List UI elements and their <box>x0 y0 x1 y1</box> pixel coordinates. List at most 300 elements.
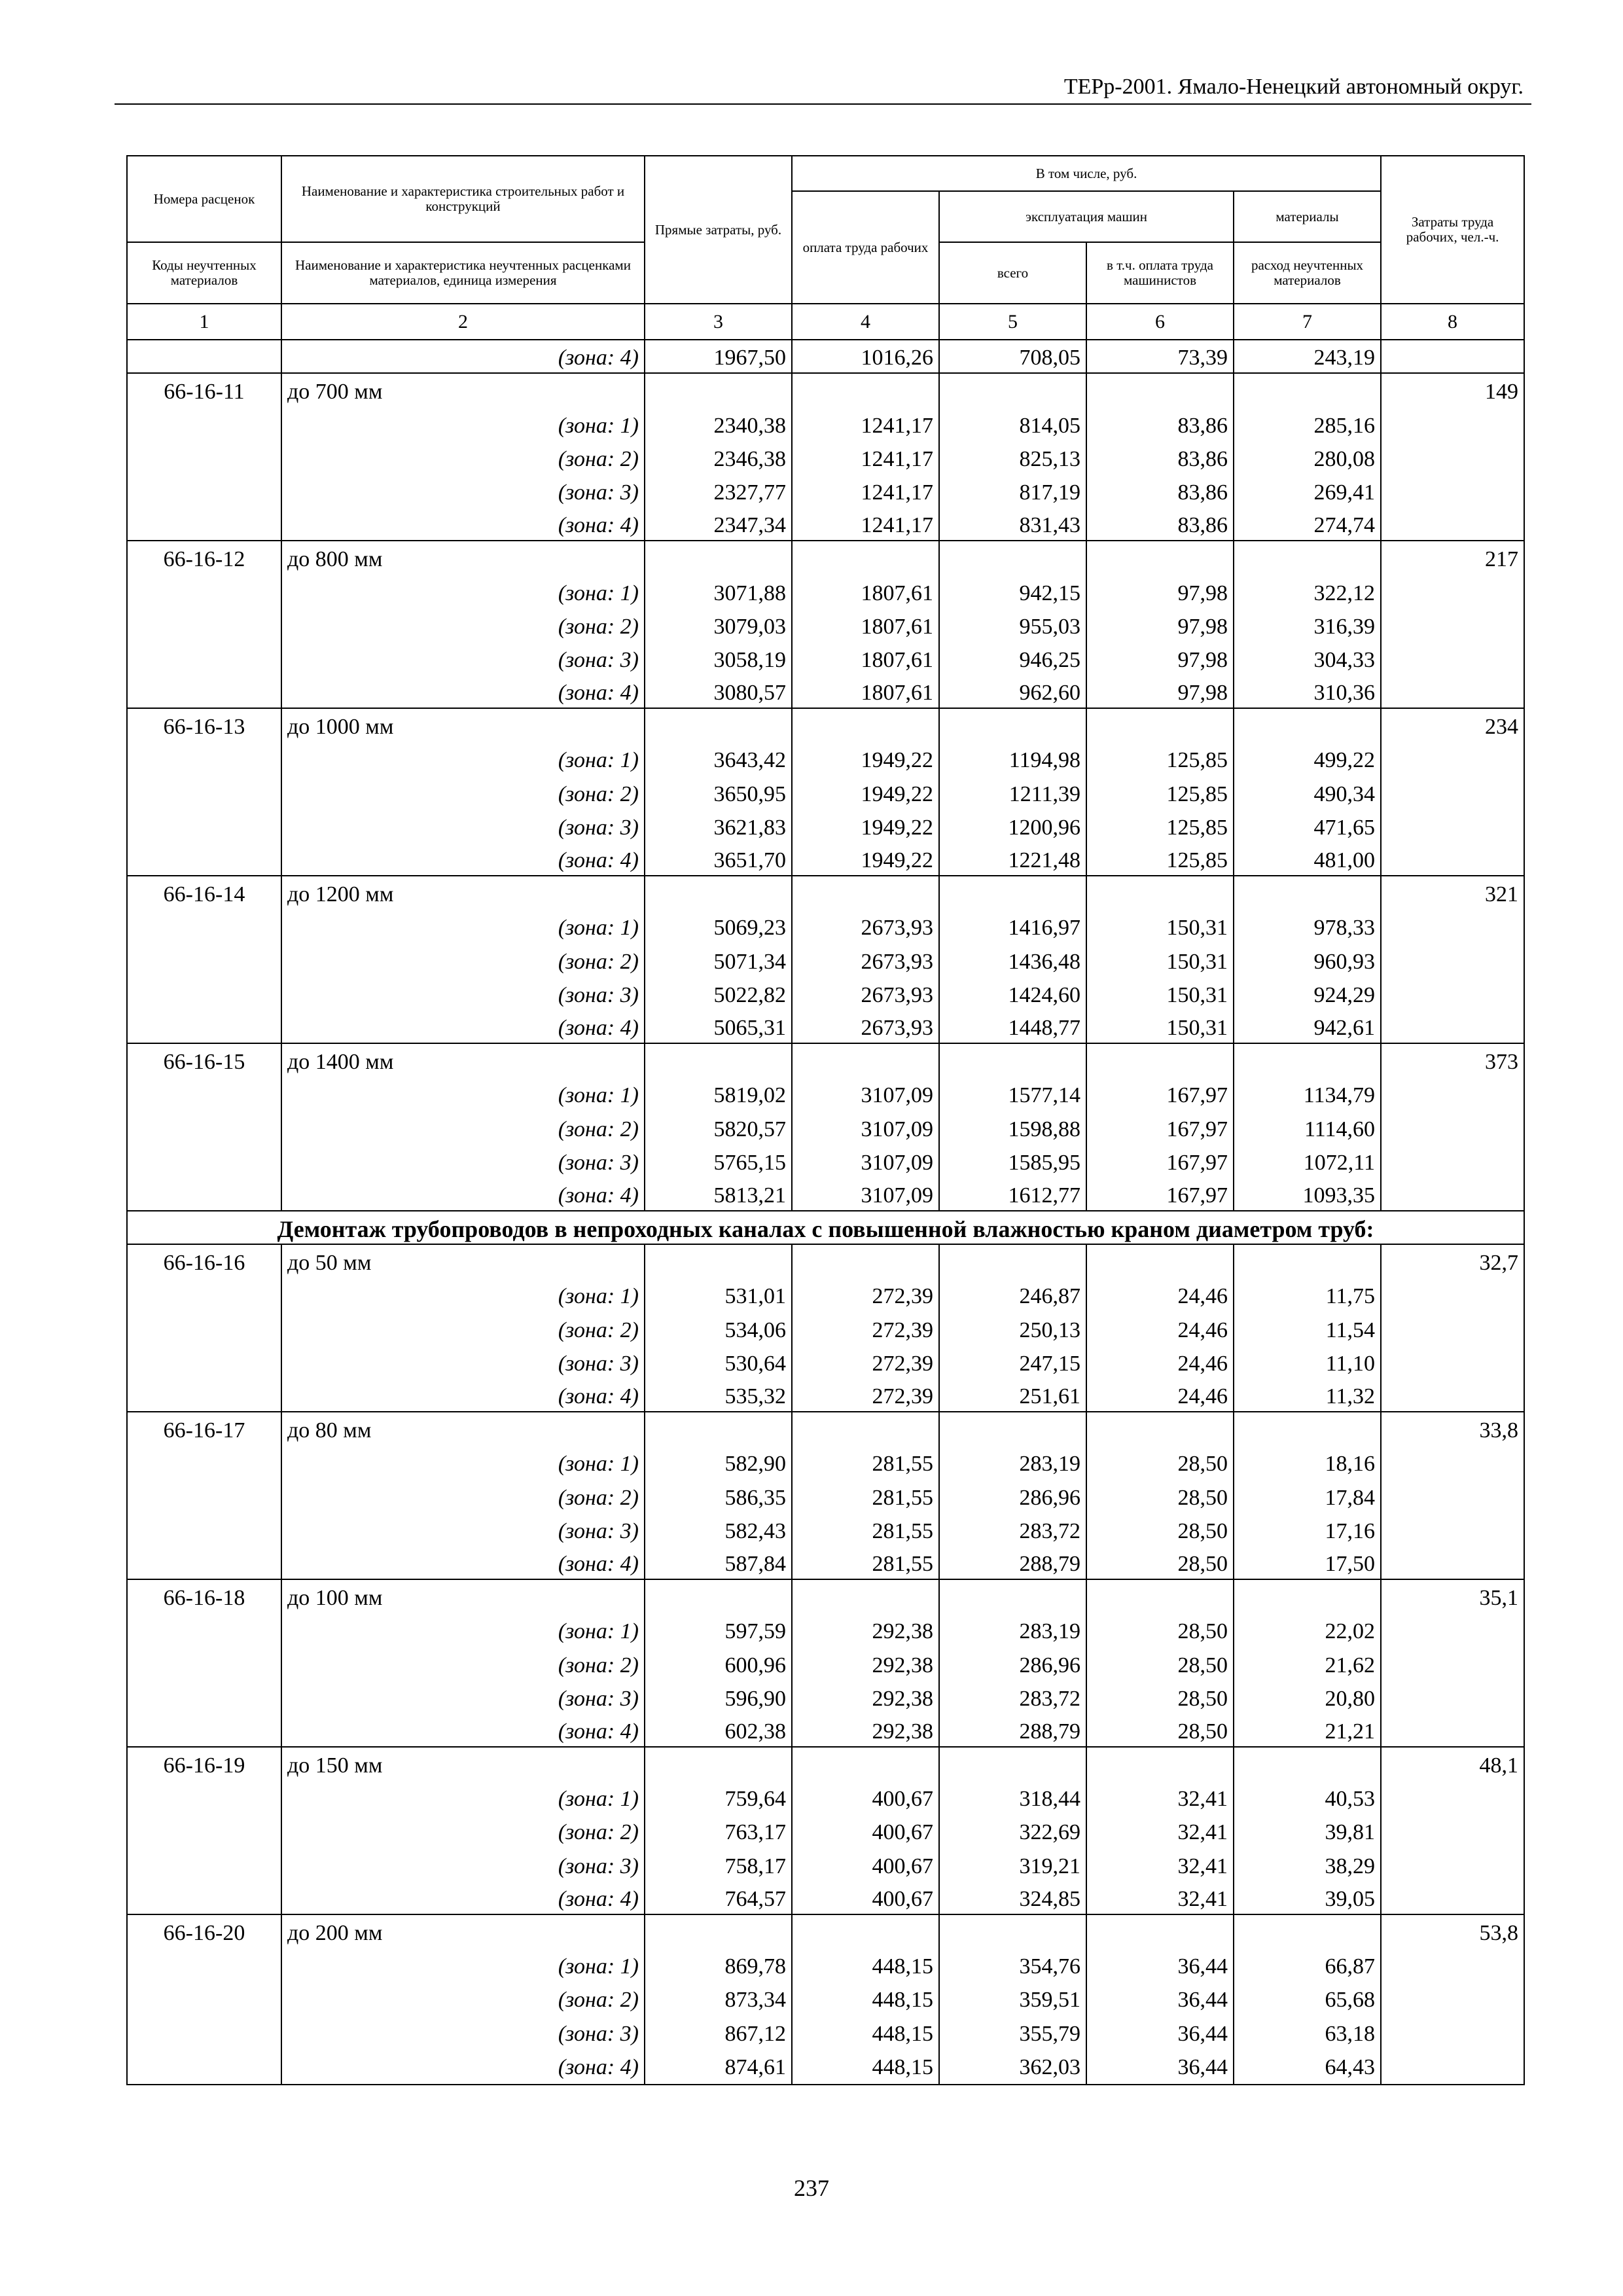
operators-wages: 24,46 <box>1086 1345 1234 1378</box>
direct-costs: 535,32 <box>645 1378 792 1412</box>
empty-cell <box>645 876 792 909</box>
workers-wages: 448,15 <box>792 2049 939 2082</box>
empty-cell <box>1381 1144 1524 1177</box>
machines-total: 942,15 <box>939 574 1086 607</box>
rate-code: 66-16-20 <box>127 1914 281 1948</box>
materials-consumption: 1093,35 <box>1234 1177 1381 1211</box>
zone-label: (зона: 4) <box>281 1881 645 1914</box>
rate-code: 66-16-14 <box>127 876 281 909</box>
operators-wages: 24,46 <box>1086 1311 1234 1344</box>
zone-label: (зона: 3) <box>281 1847 645 1880</box>
empty-cell <box>1381 2015 1524 2048</box>
operators-wages: 125,85 <box>1086 742 1234 775</box>
header-material-consumption: расход неучтенных материалов <box>1234 242 1381 304</box>
zone-label: (зона: 2) <box>281 608 645 641</box>
rate-row <box>127 373 1524 406</box>
workers-wages: 292,38 <box>792 1680 939 1713</box>
zone-row <box>127 2049 1524 2082</box>
empty-cell <box>1381 440 1524 474</box>
zone-label: (зона: 3) <box>281 2015 645 2048</box>
empty-cell <box>1381 675 1524 708</box>
empty-cell <box>1234 876 1381 909</box>
empty-cell <box>1234 2082 1381 2085</box>
rate-row <box>127 1579 1524 1613</box>
operators-wages: 32,41 <box>1086 1814 1234 1847</box>
empty-cell <box>645 1043 792 1077</box>
machines-total: 1585,95 <box>939 1144 1086 1177</box>
machines-total: 1612,77 <box>939 1177 1086 1211</box>
empty-cell <box>792 541 939 574</box>
workers-wages: 272,39 <box>792 1278 939 1311</box>
zone-row <box>127 842 1524 876</box>
empty-cell <box>939 708 1086 742</box>
direct-costs: 534,06 <box>645 1311 792 1344</box>
empty-cell <box>1381 1680 1524 1713</box>
machines-total: 1194,98 <box>939 742 1086 775</box>
rate-code: 66-16-11 <box>127 373 281 406</box>
materials-consumption: 21,62 <box>1234 1646 1381 1679</box>
materials-consumption: 316,39 <box>1234 608 1381 641</box>
zone-row <box>127 440 1524 474</box>
materials-consumption: 11,32 <box>1234 1378 1381 1412</box>
empty-cell <box>939 541 1086 574</box>
header-material-name: Наименование и характеристика неучтенных расценками материалов, единица измерения <box>281 242 645 304</box>
direct-costs: 3650,95 <box>645 775 792 808</box>
machines-total: 825,13 <box>939 440 1086 474</box>
operators-wages: 28,50 <box>1086 1546 1234 1579</box>
rate-row <box>127 708 1524 742</box>
operators-wages: 167,97 <box>1086 1077 1234 1110</box>
empty-cell <box>1381 340 1524 373</box>
workers-wages: 3107,09 <box>792 1077 939 1110</box>
rate-name: до 80 мм <box>281 1412 645 1445</box>
machines-total: 283,19 <box>939 1445 1086 1479</box>
workers-wages: 292,38 <box>792 1613 939 1646</box>
direct-costs: 587,84 <box>645 1546 792 1579</box>
workers-wages: 1241,17 <box>792 474 939 507</box>
empty-cell <box>1086 1043 1234 1077</box>
operators-wages: 150,31 <box>1086 909 1234 942</box>
operators-wages: 36,44 <box>1086 1948 1234 1981</box>
empty-cell <box>1086 373 1234 406</box>
workers-wages: 2673,93 <box>792 909 939 942</box>
empty-cell <box>1086 708 1234 742</box>
operators-wages: 28,50 <box>1086 1479 1234 1512</box>
header-materials: материалы <box>1234 191 1381 242</box>
operators-wages: 28,50 <box>1086 1613 1234 1646</box>
zone-label: (зона: 2) <box>281 440 645 474</box>
empty-cell <box>127 1513 281 1546</box>
zone-row <box>127 1780 1524 1814</box>
empty-cell <box>1381 1948 1524 1981</box>
empty-cell <box>127 1981 281 2015</box>
empty-cell <box>127 406 281 440</box>
zone-row <box>127 1077 1524 1110</box>
labor-costs: 33,8 <box>1381 1412 1524 1445</box>
empty-cell <box>127 2015 281 2048</box>
empty-cell <box>792 2082 939 2085</box>
empty-cell <box>127 1144 281 1177</box>
zone-label: (зона: 1) <box>281 574 645 607</box>
workers-wages: 448,15 <box>792 1948 939 1981</box>
workers-wages: 2673,93 <box>792 1010 939 1043</box>
header-machines-total: всего <box>939 242 1086 304</box>
zone-label: (зона: 2) <box>281 1646 645 1679</box>
materials-consumption: 39,81 <box>1234 1814 1381 1847</box>
empty-cell <box>792 1747 939 1780</box>
direct-costs: 3058,19 <box>645 641 792 675</box>
zone-label: (зона: 3) <box>281 474 645 507</box>
empty-cell <box>127 2049 281 2082</box>
empty-cell <box>127 474 281 507</box>
workers-wages: 281,55 <box>792 1546 939 1579</box>
operators-wages: 73,39 <box>1086 340 1234 373</box>
empty-cell <box>1381 842 1524 876</box>
machines-total: 946,25 <box>939 641 1086 675</box>
rate-name: до 800 мм <box>281 541 645 574</box>
operators-wages: 125,85 <box>1086 809 1234 842</box>
machines-total: 1448,77 <box>939 1010 1086 1043</box>
workers-wages: 400,67 <box>792 1780 939 1814</box>
page-number: 237 <box>794 2175 829 2201</box>
direct-costs: 582,43 <box>645 1513 792 1546</box>
column-number: 1 <box>127 304 281 340</box>
rate-code: 66-16-15 <box>127 1043 281 1077</box>
zone-row <box>127 809 1524 842</box>
empty-cell <box>1086 2082 1234 2085</box>
zone-row <box>127 942 1524 976</box>
rate-name: до 200 мм <box>281 1914 645 1948</box>
empty-cell <box>792 1579 939 1613</box>
empty-cell <box>645 373 792 406</box>
direct-costs: 597,59 <box>645 1613 792 1646</box>
operators-wages: 97,98 <box>1086 574 1234 607</box>
empty-cell <box>1381 1546 1524 1579</box>
empty-cell <box>1381 1479 1524 1512</box>
zone-label: (зона: 1) <box>281 742 645 775</box>
zone-label: (зона: 4) <box>281 340 645 373</box>
empty-cell <box>1381 1513 1524 1546</box>
operators-wages: 32,41 <box>1086 1881 1234 1914</box>
machines-total: 1577,14 <box>939 1077 1086 1110</box>
machines-total: 286,96 <box>939 1479 1086 1512</box>
rate-row <box>127 1244 1524 1278</box>
materials-consumption: 924,29 <box>1234 977 1381 1010</box>
zone-label: (зона: 2) <box>281 1479 645 1512</box>
zone-row <box>127 1546 1524 1579</box>
machines-total: 831,43 <box>939 507 1086 541</box>
empty-cell <box>1086 876 1234 909</box>
operators-wages: 36,44 <box>1086 2015 1234 2048</box>
machines-total: 817,19 <box>939 474 1086 507</box>
materials-consumption: 499,22 <box>1234 742 1381 775</box>
direct-costs: 3651,70 <box>645 842 792 876</box>
empty-cell <box>127 608 281 641</box>
workers-wages: 1807,61 <box>792 641 939 675</box>
operators-wages: 83,86 <box>1086 440 1234 474</box>
direct-costs: 874,61 <box>645 2049 792 2082</box>
empty-cell <box>127 507 281 541</box>
empty-cell <box>1234 1244 1381 1278</box>
machines-total: 246,87 <box>939 1278 1086 1311</box>
operators-wages: 32,41 <box>1086 1780 1234 1814</box>
empty-cell <box>127 775 281 808</box>
empty-cell <box>939 876 1086 909</box>
empty-cell <box>127 1881 281 1914</box>
empty-cell <box>1381 2082 1524 2085</box>
workers-wages: 1241,17 <box>792 440 939 474</box>
zone-label: (зона: 1) <box>281 406 645 440</box>
empty-cell <box>127 641 281 675</box>
operators-wages: 167,97 <box>1086 1110 1234 1143</box>
operators-wages: 24,46 <box>1086 1378 1234 1412</box>
rate-row <box>127 1914 1524 1948</box>
workers-wages: 1949,22 <box>792 842 939 876</box>
machines-total: 1211,39 <box>939 775 1086 808</box>
column-number: 7 <box>1234 304 1381 340</box>
page-header <box>115 71 1531 105</box>
materials-consumption: 471,65 <box>1234 809 1381 842</box>
direct-costs: 5819,02 <box>645 1077 792 1110</box>
empty-cell <box>127 340 281 373</box>
zone-row <box>127 1445 1524 1479</box>
empty-cell <box>1381 1646 1524 1679</box>
zone-row <box>127 1144 1524 1177</box>
materials-consumption: 1072,11 <box>1234 1144 1381 1177</box>
machines-total: 955,03 <box>939 608 1086 641</box>
workers-wages: 281,55 <box>792 1513 939 1546</box>
zone-row <box>127 1881 1524 1914</box>
empty-cell <box>1086 1914 1234 1948</box>
empty-cell <box>1381 1613 1524 1646</box>
zone-row <box>127 742 1524 775</box>
empty-cell <box>1234 373 1381 406</box>
machines-total: 359,51 <box>939 1981 1086 2015</box>
empty-cell <box>645 1579 792 1613</box>
direct-costs: 3079,03 <box>645 608 792 641</box>
empty-cell <box>1381 1814 1524 1847</box>
empty-cell <box>1381 742 1524 775</box>
zone-label: (зона: 4) <box>281 675 645 708</box>
column-number: 2 <box>281 304 645 340</box>
zone-label: (зона: 4) <box>281 1177 645 1211</box>
operators-wages: 167,97 <box>1086 1177 1234 1211</box>
empty-cell <box>1234 1914 1381 1948</box>
empty-cell <box>127 1713 281 1747</box>
materials-consumption: 21,21 <box>1234 1713 1381 1747</box>
rate-name: до 1400 мм <box>281 1043 645 1077</box>
workers-wages: 2673,93 <box>792 977 939 1010</box>
workers-wages: 1949,22 <box>792 809 939 842</box>
column-number: 4 <box>792 304 939 340</box>
rates-table <box>126 155 1525 2085</box>
zone-row <box>127 1814 1524 1847</box>
zone-label: (зона: 3) <box>281 977 645 1010</box>
operators-wages: 97,98 <box>1086 641 1234 675</box>
empty-cell <box>1381 1110 1524 1143</box>
empty-cell <box>127 1378 281 1412</box>
direct-costs: 5071,34 <box>645 942 792 976</box>
zone-label: (зона: 1) <box>281 1948 645 1981</box>
empty-cell <box>127 1680 281 1713</box>
operators-wages: 97,98 <box>1086 675 1234 708</box>
operators-wages: 150,31 <box>1086 977 1234 1010</box>
direct-costs: 531,01 <box>645 1278 792 1311</box>
header-material-codes: Коды неучтенных материалов <box>127 242 281 304</box>
materials-consumption: 280,08 <box>1234 440 1381 474</box>
zone-label: (зона: 2) <box>281 1981 645 2015</box>
rate-row <box>127 1747 1524 1780</box>
zone-row <box>127 406 1524 440</box>
operators-wages: 150,31 <box>1086 1010 1234 1043</box>
direct-costs: 867,12 <box>645 2015 792 2048</box>
machines-total: 708,05 <box>939 340 1086 373</box>
zone-row <box>127 1110 1524 1143</box>
zone-label: (зона: 4) <box>281 842 645 876</box>
rate-code: 66-16-19 <box>127 1747 281 1780</box>
header-rate-number: Номера расценок <box>127 156 281 242</box>
section-title-row <box>127 1211 1524 1244</box>
empty-cell <box>127 1814 281 1847</box>
empty-cell <box>127 440 281 474</box>
empty-cell <box>127 942 281 976</box>
zone-label: (зона: 4) <box>281 507 645 541</box>
direct-costs: 5765,15 <box>645 1144 792 1177</box>
workers-wages: 1807,61 <box>792 574 939 607</box>
materials-consumption: 17,16 <box>1234 1513 1381 1546</box>
machines-total: 1416,97 <box>939 909 1086 942</box>
zone-row <box>127 474 1524 507</box>
zone-row <box>127 1177 1524 1211</box>
empty-cell <box>645 1412 792 1445</box>
zone-row <box>127 1847 1524 1880</box>
workers-wages: 400,67 <box>792 1847 939 1880</box>
zone-row <box>127 608 1524 641</box>
direct-costs: 3643,42 <box>645 742 792 775</box>
operators-wages: 97,98 <box>1086 608 1234 641</box>
empty-cell <box>127 2082 281 2085</box>
operators-wages: 28,50 <box>1086 1513 1234 1546</box>
empty-cell <box>1381 2049 1524 2082</box>
materials-consumption: 66,87 <box>1234 1948 1381 1981</box>
machines-total: 283,72 <box>939 1680 1086 1713</box>
empty-cell <box>1381 406 1524 440</box>
zone-row <box>127 1646 1524 1679</box>
operators-wages: 83,86 <box>1086 474 1234 507</box>
empty-cell <box>792 1244 939 1278</box>
machines-total: 288,79 <box>939 1713 1086 1747</box>
workers-wages: 3107,09 <box>792 1144 939 1177</box>
zone-label: (зона: 3) <box>281 641 645 675</box>
zone-row <box>127 1278 1524 1311</box>
direct-costs: 5069,23 <box>645 909 792 942</box>
empty-cell <box>127 1278 281 1311</box>
workers-wages: 292,38 <box>792 1713 939 1747</box>
empty-cell <box>1381 474 1524 507</box>
zone-label: (зона: 2) <box>281 775 645 808</box>
header-wages: оплата труда рабочих <box>792 191 939 304</box>
zone-row <box>127 1948 1524 1981</box>
workers-wages: 1807,61 <box>792 675 939 708</box>
empty-cell <box>939 373 1086 406</box>
operators-wages: 24,46 <box>1086 1278 1234 1311</box>
zone-label: (зона: 4) <box>281 1546 645 1579</box>
machines-total: 250,13 <box>939 1311 1086 1344</box>
direct-costs: 530,64 <box>645 1345 792 1378</box>
zone-label: (зона: 2) <box>281 1110 645 1143</box>
materials-consumption: 18,16 <box>1234 1445 1381 1479</box>
empty-cell <box>127 742 281 775</box>
empty-cell <box>281 2082 645 2085</box>
machines-total: 318,44 <box>939 1780 1086 1814</box>
workers-wages: 1949,22 <box>792 775 939 808</box>
zone-label: (зона: 1) <box>281 1077 645 1110</box>
zone-row <box>127 1345 1524 1378</box>
materials-consumption: 20,80 <box>1234 1680 1381 1713</box>
rate-row <box>127 876 1524 909</box>
column-numbers <box>127 304 1524 340</box>
machines-total: 322,69 <box>939 1814 1086 1847</box>
column-number: 3 <box>645 304 792 340</box>
table-bottom-border <box>127 2082 1524 2085</box>
empty-cell <box>1086 1244 1234 1278</box>
materials-consumption: 11,54 <box>1234 1311 1381 1344</box>
empty-cell <box>127 1646 281 1679</box>
materials-consumption: 285,16 <box>1234 406 1381 440</box>
workers-wages: 2673,93 <box>792 942 939 976</box>
empty-cell <box>1381 775 1524 808</box>
materials-consumption: 17,84 <box>1234 1479 1381 1512</box>
rate-row <box>127 541 1524 574</box>
empty-cell <box>645 1244 792 1278</box>
workers-wages: 272,39 <box>792 1311 939 1344</box>
empty-cell <box>939 1244 1086 1278</box>
materials-consumption: 38,29 <box>1234 1847 1381 1880</box>
empty-cell <box>127 1345 281 1378</box>
empty-cell <box>1234 708 1381 742</box>
zone-row <box>127 641 1524 675</box>
empty-cell <box>939 2082 1086 2085</box>
column-number: 8 <box>1381 304 1524 340</box>
column-number: 6 <box>1086 304 1234 340</box>
empty-cell <box>1381 1378 1524 1412</box>
workers-wages: 448,15 <box>792 2015 939 2048</box>
empty-cell <box>1381 1780 1524 1814</box>
machines-total: 1200,96 <box>939 809 1086 842</box>
materials-consumption: 17,50 <box>1234 1546 1381 1579</box>
empty-cell <box>645 541 792 574</box>
operators-wages: 32,41 <box>1086 1847 1234 1880</box>
empty-cell <box>792 373 939 406</box>
empty-cell <box>127 1479 281 1512</box>
rate-code: 66-16-12 <box>127 541 281 574</box>
header-work-name: Наименование и характеристика строительных работ и конструкций <box>281 156 645 242</box>
empty-cell <box>1086 1579 1234 1613</box>
materials-consumption: 1114,60 <box>1234 1110 1381 1143</box>
empty-cell <box>127 675 281 708</box>
materials-consumption: 11,10 <box>1234 1345 1381 1378</box>
materials-consumption: 64,43 <box>1234 2049 1381 2082</box>
rate-name: до 1200 мм <box>281 876 645 909</box>
empty-cell <box>1234 1412 1381 1445</box>
zone-row <box>127 1311 1524 1344</box>
zone-label: (зона: 4) <box>281 1713 645 1747</box>
direct-costs: 763,17 <box>645 1814 792 1847</box>
materials-consumption: 65,68 <box>1234 1981 1381 2015</box>
empty-cell <box>939 1412 1086 1445</box>
zone-row <box>127 1513 1524 1546</box>
operators-wages: 28,50 <box>1086 1445 1234 1479</box>
